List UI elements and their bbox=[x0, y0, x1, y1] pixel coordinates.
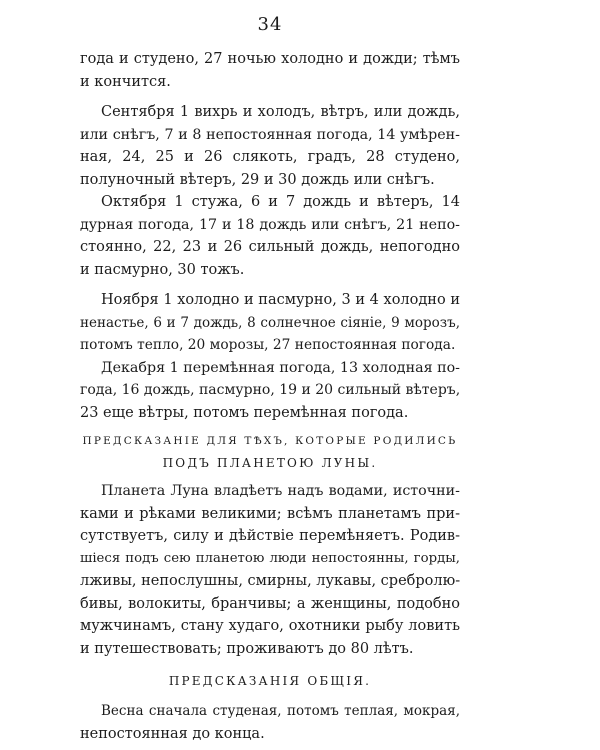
text-line: стоянно, 22, 23 и 26 сильный дождь, непогодно bbox=[80, 239, 460, 255]
paragraph-intro-continued bbox=[80, 48, 460, 93]
text-line: полуночный вѣтеръ, 29 и 30 дождь или снѣгъ. bbox=[80, 171, 435, 188]
paragraph-moon bbox=[80, 480, 460, 660]
book-page bbox=[80, 0, 460, 750]
paragraph-november bbox=[80, 289, 460, 357]
paragraph-gap bbox=[80, 281, 460, 289]
page-number: 34 bbox=[257, 14, 283, 35]
paragraph-general bbox=[80, 700, 460, 745]
page-body bbox=[80, 48, 460, 745]
text-line: и пасмурно, 30 тожъ. bbox=[80, 261, 245, 278]
text-line: и путешествовать; проживаютъ до 80 лѣтъ. bbox=[80, 640, 414, 657]
paragraph-gap bbox=[80, 93, 460, 101]
text-line: Ноября 1 холодно и пасмурно, 3 и 4 холодно и bbox=[101, 292, 460, 308]
text-line: года, 16 дождь, пасмурно, 19 и 20 сильный вѣтеръ, bbox=[80, 382, 461, 398]
section-heading-moon: ПРЕДСКАЗАНІЕ ДЛЯ ТѢХЪ, КОТОРЫЕ РОДИЛИСЬ bbox=[82, 435, 458, 447]
text-line: года и студено, 27 ночью холодно и дожди; тѣмъ bbox=[80, 51, 460, 67]
text-line: 23 еще вѣтры, потомъ перемѣнная погода. bbox=[80, 404, 409, 421]
text-line: лживы, непослушны, смирны, лукавы, сребролю- bbox=[80, 573, 461, 589]
text-line: дурная погода, 17 и 18 дождь или снѣгъ, 21 непо- bbox=[80, 216, 460, 233]
paragraph-september bbox=[80, 101, 460, 191]
paragraph-october bbox=[80, 191, 460, 281]
section-heading-moon-continued: ПОДЪ ПЛАНЕТОЮ ЛУНЫ. bbox=[162, 456, 378, 470]
text-line: шіеся подъ сею планетою люди непостоянны, горды, bbox=[80, 550, 460, 566]
section-heading-general: ПРЕДСКАЗАНІЯ ОБЩІЯ. bbox=[168, 674, 372, 688]
text-line: или снѣгъ, 7 и 8 непостоянная погода, 14 умѣрен- bbox=[80, 126, 460, 143]
text-line: Сентября 1 вихрь и холодъ, вѣтръ, или дождь, bbox=[101, 104, 460, 120]
text-line: ками и рѣками великими; всѣмъ планетамъ при- bbox=[80, 505, 460, 522]
text-line: сутствуетъ, силу и дѣйствіе перемѣняетъ. Родив- bbox=[80, 528, 460, 544]
paragraph-december bbox=[80, 357, 460, 425]
text-line: Декабря 1 перемѣнная погода, 13 холодная по- bbox=[101, 359, 460, 376]
text-line: потомъ тепло, 20 морозы, 27 непостоянная погода. bbox=[80, 337, 456, 353]
text-line: Октября 1 стужа, 6 и 7 дождь и вѣтеръ, 14 bbox=[101, 194, 460, 210]
text-line: Весна сначала студеная, потомъ теплая, мокрая, bbox=[101, 703, 460, 719]
text-line: ная, 24, 25 и 26 слякоть, градъ, 28 студено, bbox=[80, 149, 460, 165]
text-line: мужчинамъ, стану худаго, охотники рыбу ловить bbox=[80, 618, 460, 634]
text-line: ненастье, 6 и 7 дождь, 8 солнечное сіяніе, 9 морозъ, bbox=[80, 314, 460, 331]
text-line: непостоянная до конца. bbox=[80, 725, 265, 742]
text-line: Планета Луна владѣетъ надъ водами, источни- bbox=[101, 483, 460, 499]
text-line: бивы, волокиты, бранчивы; а женщины, подобно bbox=[80, 595, 460, 612]
text-line: и кончится. bbox=[80, 73, 171, 90]
